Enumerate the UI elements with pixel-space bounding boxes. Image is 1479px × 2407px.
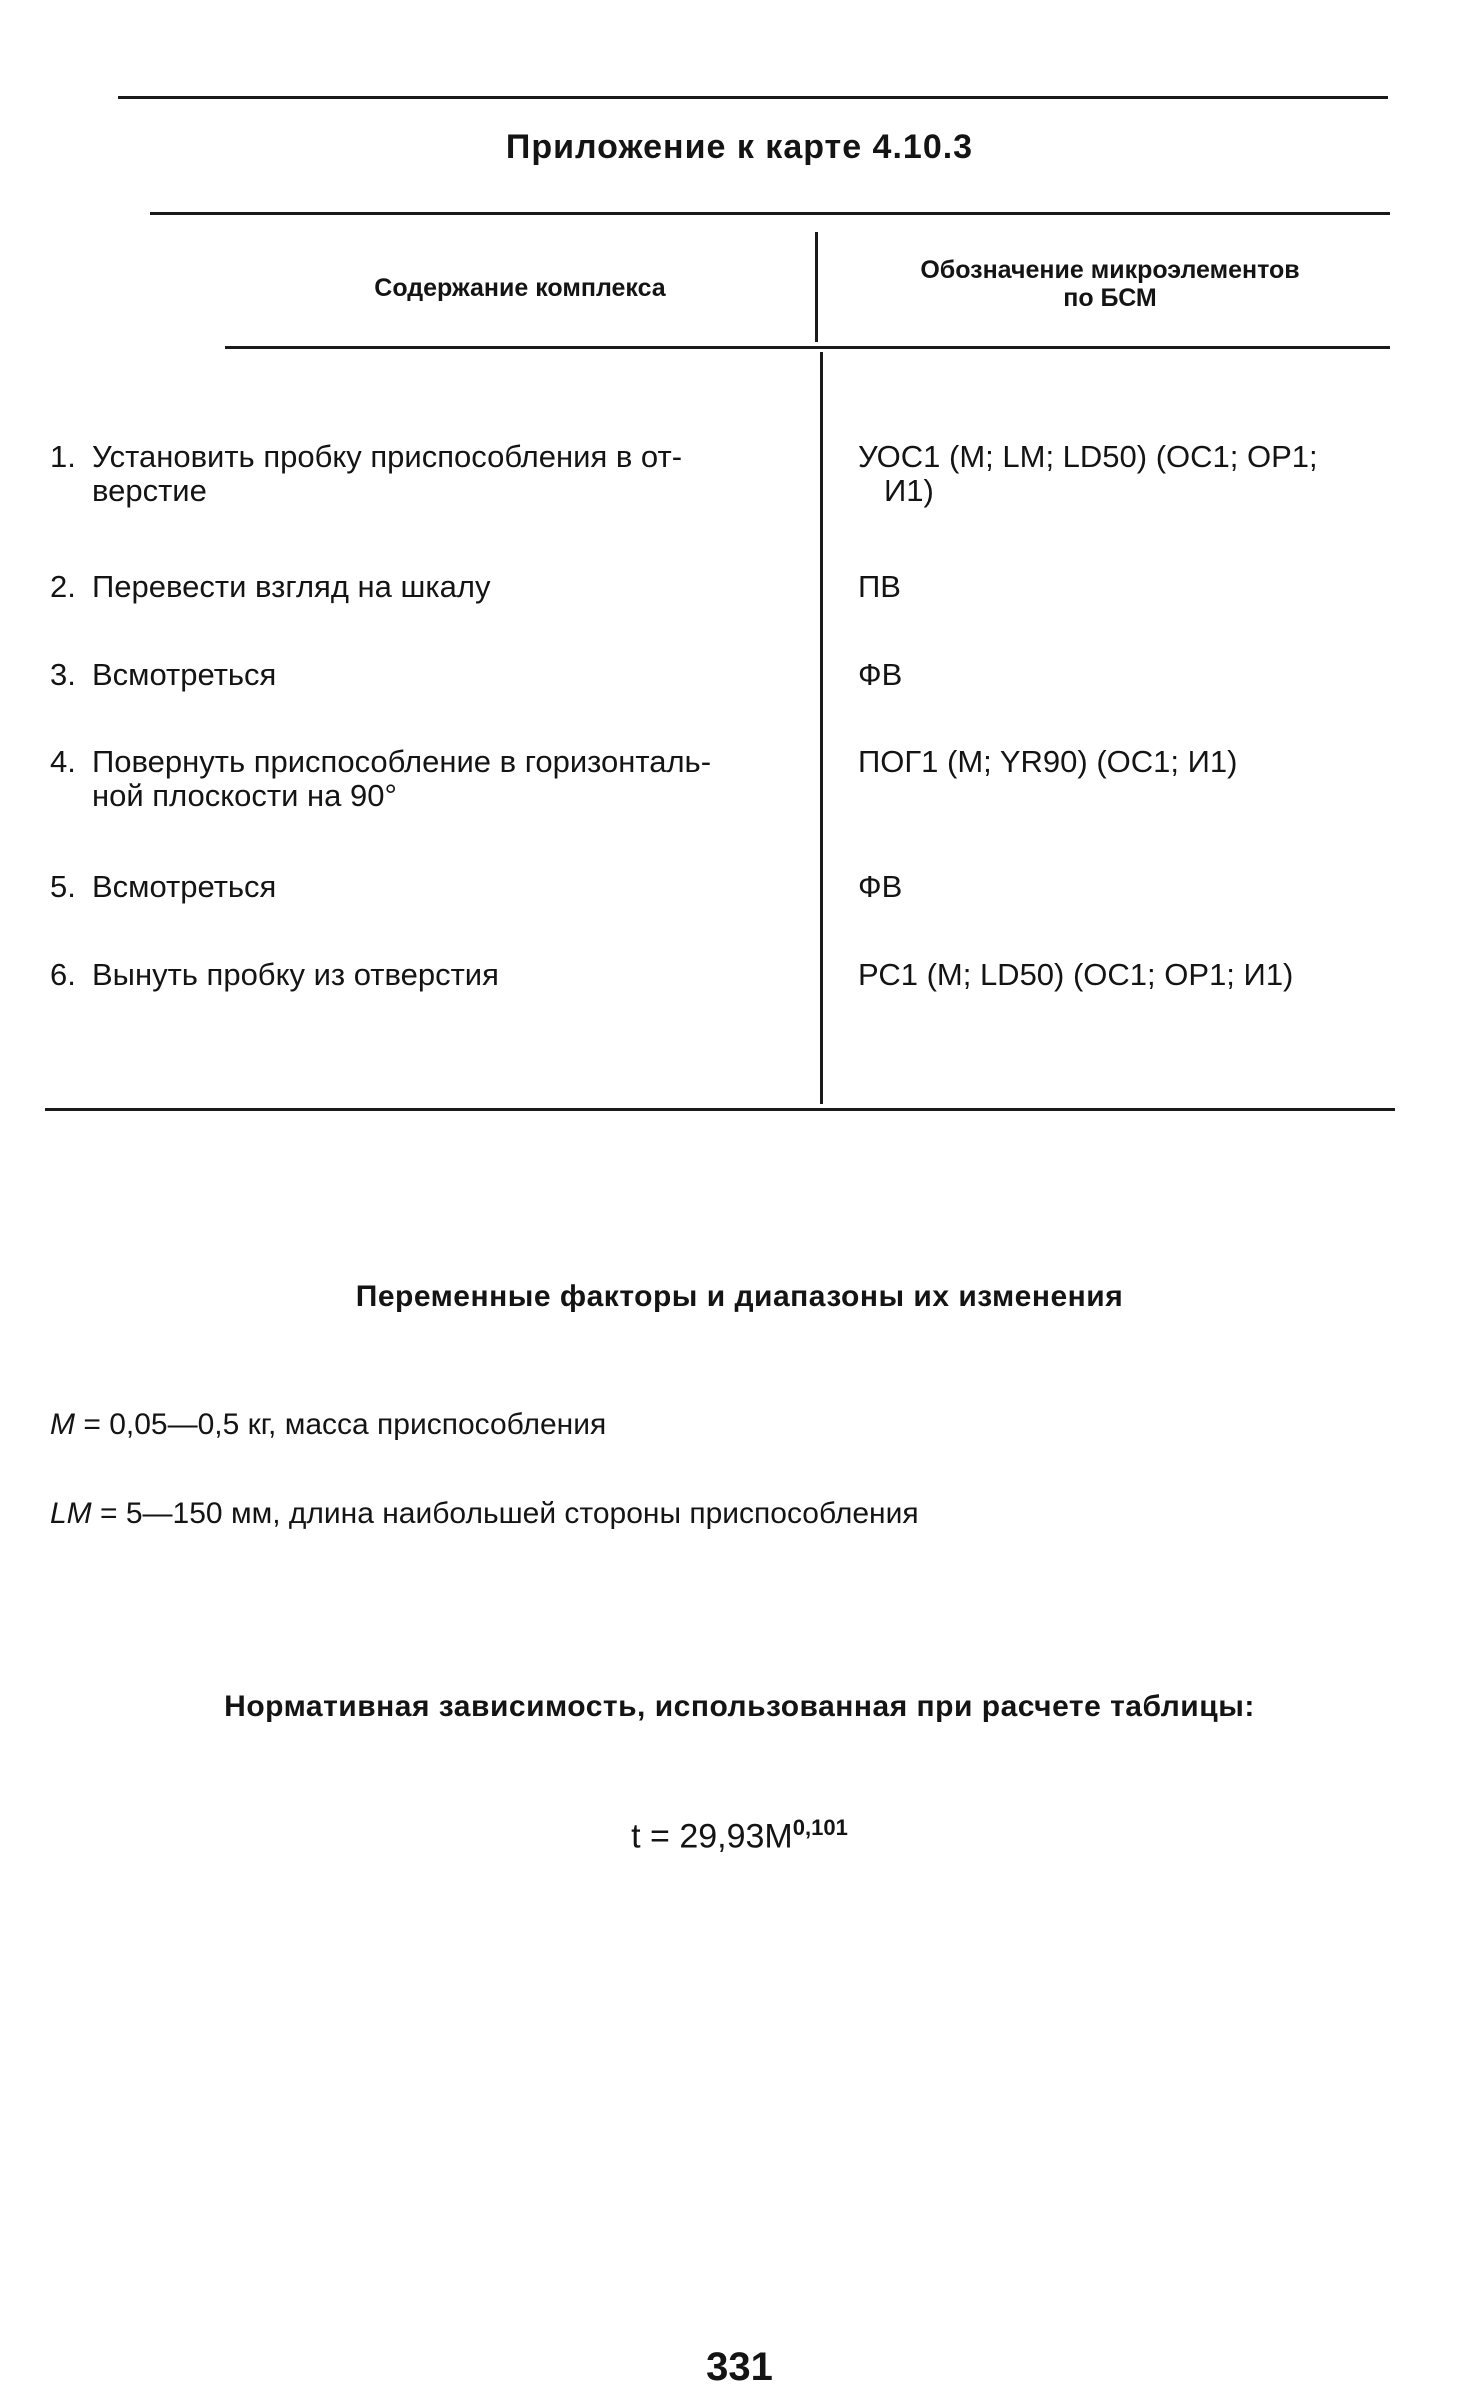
table-top-rule xyxy=(150,212,1390,215)
variable-description: = 5—150 мм, длина наибольшей стороны приспособления xyxy=(91,1497,919,1530)
table-row-code xyxy=(858,958,1418,992)
page-number: 331 xyxy=(706,2345,773,2389)
table-row-code xyxy=(858,870,1418,904)
formula xyxy=(0,1815,1479,1856)
dependency-heading: Нормативная зависимость, использованная при расчете таблицы: xyxy=(224,1690,1255,1723)
header-divider-vertical xyxy=(815,232,818,342)
row-number: 6. xyxy=(50,957,76,992)
row-number: 2. xyxy=(50,569,76,604)
variable-symbol: M xyxy=(50,1408,75,1441)
row-code-line: ФВ xyxy=(858,657,903,692)
table-row-code xyxy=(858,440,1418,508)
table-row-code xyxy=(858,658,1418,692)
table-row-content xyxy=(50,745,810,813)
row-number: 4. xyxy=(50,744,76,779)
row-content-line: Всмотреться xyxy=(92,657,277,692)
top-rule xyxy=(118,96,1388,99)
table-row-content xyxy=(50,870,810,904)
row-code-line: УОС1 (M; LM; LD50) (ОС1; ОР1; xyxy=(858,439,1318,474)
appendix-title: Приложение к карте 4.10.3 xyxy=(505,128,974,166)
row-number: 3. xyxy=(50,657,76,692)
row-content-line: Установить пробку приспособления в от- xyxy=(92,439,683,474)
formula-exponent: 0,101 xyxy=(792,1815,848,1840)
table-bottom-rule xyxy=(45,1108,1395,1111)
table-header-rule xyxy=(225,346,1390,349)
column-header-codes xyxy=(830,256,1390,312)
row-code-line: И1) xyxy=(884,473,934,508)
row-code-line: ПОГ1 (M; YR90) (ОС1; И1) xyxy=(858,744,1238,779)
table-row-content xyxy=(50,958,810,992)
table-row-code xyxy=(858,745,1418,779)
table-row-content xyxy=(50,570,810,604)
row-code-line: ФВ xyxy=(858,869,903,904)
column-header-codes-line2: по БСМ xyxy=(1063,284,1157,312)
row-content-line: Вынуть пробку из отверстия xyxy=(92,957,499,992)
row-content-line: Перевести взгляд на шкалу xyxy=(92,569,491,604)
table-row-content xyxy=(50,658,810,692)
row-content-line: Всмотреться xyxy=(92,869,277,904)
row-number: 1. xyxy=(50,439,76,474)
table-row-code xyxy=(858,570,1418,604)
column-header-content: Содержание комплекса xyxy=(374,274,666,302)
column-header-codes-line1: Обозначение микроэлементов xyxy=(920,256,1300,284)
variable-description: = 0,05—0,5 кг, масса приспособления xyxy=(75,1408,607,1441)
formula-base: t = 29,93M xyxy=(631,1817,793,1856)
row-number: 5. xyxy=(50,869,76,904)
variables-heading: Переменные факторы и диапазоны их изменения xyxy=(355,1280,1124,1313)
body-divider-vertical xyxy=(820,352,823,1104)
variable-line xyxy=(50,1497,919,1531)
table-row-content xyxy=(50,440,810,508)
variable-line xyxy=(50,1408,606,1442)
row-code-line: ПВ xyxy=(858,569,901,604)
variable-symbol: LM xyxy=(50,1497,92,1530)
row-content-line: ной плоскости на 90° xyxy=(92,778,397,813)
row-code-line: РС1 (M; LD50) (ОС1; ОР1; И1) xyxy=(858,957,1294,992)
row-content-line: верстие xyxy=(92,473,207,508)
row-content-line: Повернуть приспособление в горизонталь- xyxy=(92,744,712,779)
